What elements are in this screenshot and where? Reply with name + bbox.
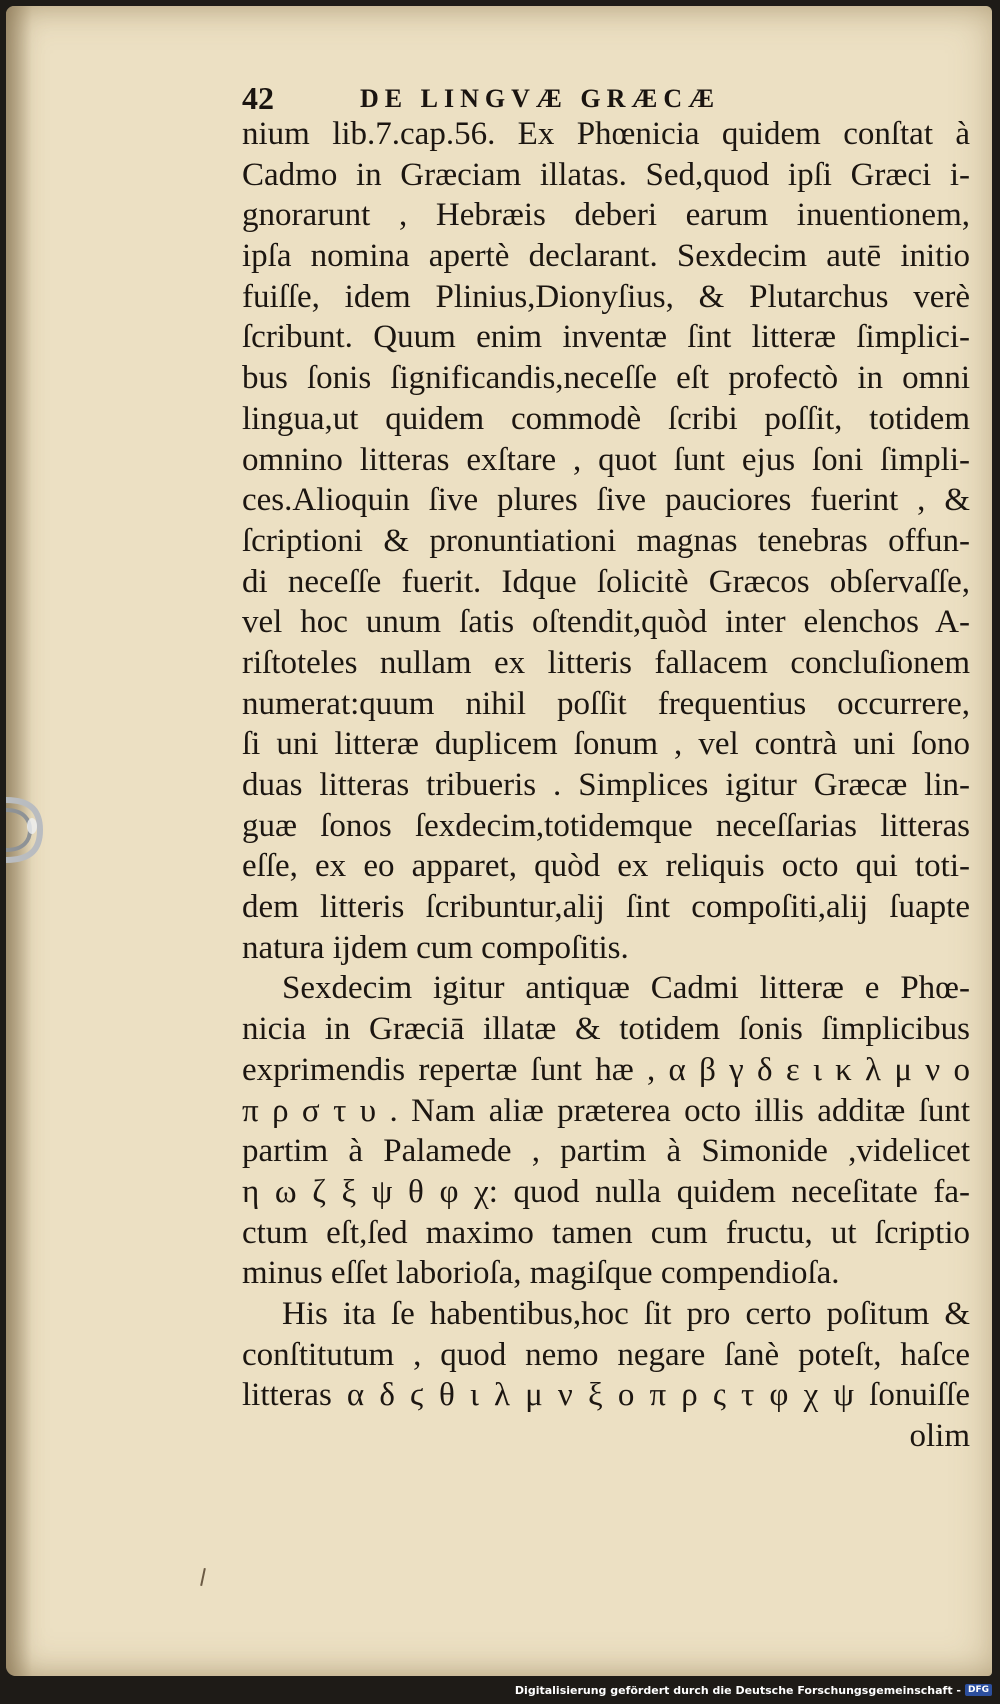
text-line: ctum eſt,ſed maximo tamen cum fructu, ut ſcriptio — [242, 1214, 970, 1251]
text-line: litteras α δ ϛ θ ι λ μ ν ξ ο π ρ ς τ φ χ ψ ſonuiſſe — [242, 1377, 970, 1414]
body-text — [242, 114, 970, 1457]
text-line: vel hoc unum ſatis oſtendit,quòd inter elenchos A- — [242, 604, 970, 641]
text-line: His ita ſe habentibus,hoc ſit pro certo poſitum & — [282, 1295, 970, 1332]
text-line: ces.Alioquin ſive plures ſive pauciores fuerint , & — [242, 482, 970, 519]
book-page — [6, 6, 992, 1676]
text-line: guæ ſonos ſexdecim,totidemque neceſſarias litteras — [242, 807, 970, 844]
text-line: ſcribunt. Quum enim inventæ ſint litteræ ſimplici- — [242, 319, 970, 356]
text-line: omnino litteras exſtare , quot ſunt ejus ſoni ſimpli- — [242, 441, 970, 478]
text-line: bus ſonis ſignificandis,neceſſe eſt profectò in omni — [242, 360, 970, 397]
text-line: dem litteris ſcribuntur,alij ſint compoſiti,alij ſuapte — [242, 889, 970, 926]
text-line: di neceſſe fuerit. Idque ſolicitè Græcos obſervaſſe, — [242, 563, 970, 600]
catchword: olim — [909, 1418, 970, 1454]
text-line: partim à Palamede , partim à Simonide ,videlicet — [242, 1133, 970, 1170]
text-line: conſtitutum , quod nemo negare ſanè poteſt, haſce — [242, 1336, 970, 1373]
paper-clip-icon — [6, 792, 48, 868]
text-line: ſcriptioni & pronuntiationi magnas tenebras offun- — [242, 522, 970, 559]
dfg-logo: DFG — [965, 1684, 992, 1696]
text-line: Sexdecim igitur antiquæ Cadmi litteræ e Phœ- — [282, 970, 970, 1007]
text-line: fuiſſe, idem Plinius,Dionyſius, & Plutarchus verè — [242, 278, 970, 315]
page-number: 42 — [242, 80, 274, 116]
text-line: eſſe, ex eo apparet, quòd ex reliquis octo qui toti- — [242, 848, 970, 885]
digitization-footer — [515, 1682, 992, 1698]
text-line: Cadmo in Græciam illatas. Sed,quod ipſi Græci i- — [242, 156, 970, 193]
funding-credit: Digitalisierung gefördert durch die Deutsche Forschungsgemeinschaft - — [514, 1683, 961, 1697]
text-line: π ρ σ τ υ . Nam aliæ præterea octo illis additæ ſunt — [242, 1092, 970, 1129]
text-line: nicia in Græciā illatæ & totidem ſonis ſimplicibus — [242, 1011, 970, 1048]
text-line: exprimendis repertæ ſunt hæ , α β γ δ ε ι κ λ μ ν ο — [242, 1051, 970, 1088]
ink-mark — [200, 1568, 206, 1586]
text-line: gnorarunt , Hebræis deberi earum inuentionem, — [242, 197, 970, 234]
text-line: nium lib.7.cap.56. Ex Phœnicia quidem conſtat à — [242, 116, 970, 152]
text-line: natura ijdem cum compoſitis. — [242, 929, 629, 966]
text-line: duas litteras tribueris . Simplices igitur Græcæ lin- — [242, 767, 970, 803]
text-line: numerat:quum nihil poſſit frequentius occurrere, — [242, 685, 970, 722]
text-line: ipſa nomina apertè declarant. Sexdecim autē initio — [242, 238, 970, 275]
text-line: ſi uni litteræ duplicem ſonum , vel contrà uni ſono — [242, 726, 970, 763]
text-line: riſtoteles nullam ex litteris fallacem concluſionem — [242, 644, 970, 681]
running-head: DE LINGVÆ GRÆCÆ — [360, 84, 721, 113]
text-line: η ω ζ ξ ψ θ φ χ: quod nulla quidem neceſitate fa- — [242, 1173, 970, 1210]
text-line: minus eſſet laborioſa, magiſque compendioſa. — [242, 1255, 840, 1292]
text-line: lingua,ut quidem commodè ſcribi poſſit, totidem — [242, 400, 970, 437]
